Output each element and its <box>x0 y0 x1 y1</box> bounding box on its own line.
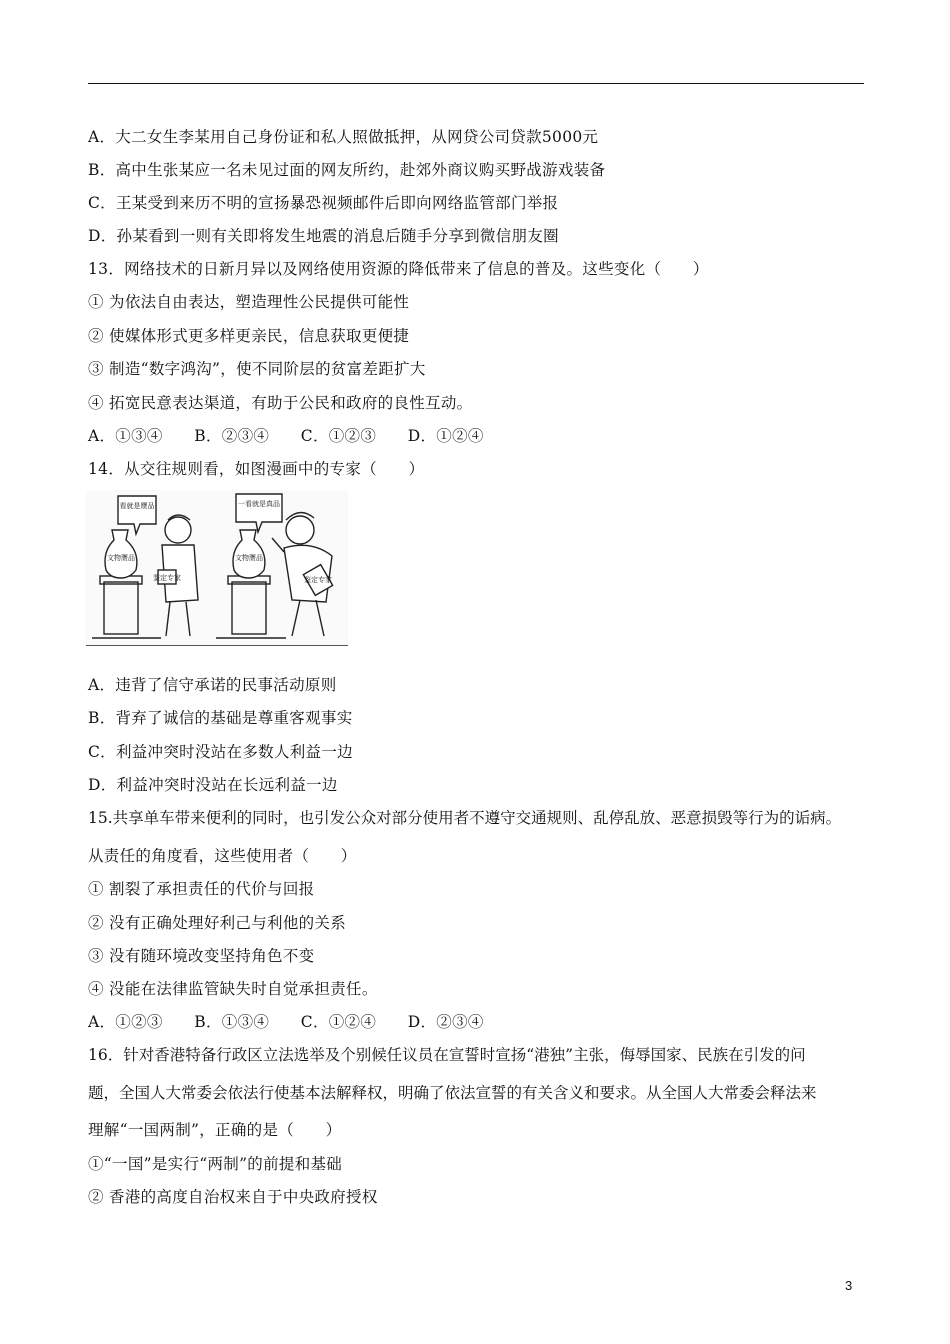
q16-stem-line2: 题，全国人大常委会依法行使基本法解释权，明确了依法宣誓的有关含义和要求。从全国人大常委会释法来 <box>88 1084 817 1102</box>
q15-item-2: ② 没有正确处理好利己与利他的关系 <box>88 914 347 932</box>
q15-item-4: ④ 没能在法律监管缺失时自觉承担责任。 <box>88 980 378 998</box>
q15-item-1: ① 割裂了承担责任的代价与回报 <box>88 880 315 898</box>
q14-option-c: C．利益冲突时没站在多数人利益一边 <box>88 743 353 761</box>
q14-stem: 14．从交往规则看，如图漫画中的专家（ ） <box>88 460 425 478</box>
q13-choices: A．①③④ B．②③④ C．①②③ D．①②④ <box>88 427 484 445</box>
q12-option-b: B．高中生张某应一名未见过面的网友所约，赴郊外商议购买野战游戏装备 <box>88 161 606 179</box>
q15-stem-line1: 15.共享单车带来便利的同时，也引发公众对部分使用者不遵守交通规则、乱停乱放、恶意损毁等行为的诟病。 <box>88 809 842 827</box>
header-rule <box>88 83 864 84</box>
q16-item-1: ①“一国”是实行“两制”的前提和基础 <box>88 1155 343 1173</box>
q13-item-1: ① 为依法自由表达，塑造理性公民提供可能性 <box>88 293 410 311</box>
q14-cartoon <box>86 490 348 646</box>
q14-option-a: A．违背了信守承诺的民事活动原则 <box>88 676 337 694</box>
q12-option-c: C．王某受到来历不明的宣扬暴恐视频邮件后即向网络监管部门举报 <box>88 194 559 212</box>
q16-stem-line3: 理解“一国两制”，正确的是（ ） <box>88 1121 342 1139</box>
q14-option-b: B．背弃了诚信的基础是尊重客观事实 <box>88 709 353 727</box>
page-number: 3 <box>845 1278 853 1293</box>
q13-item-4: ④ 拓宽民意表达渠道，有助于公民和政府的良性互动。 <box>88 394 473 412</box>
right-badge-label: 鉴定专家 <box>304 576 332 584</box>
q16-item-2: ② 香港的高度自治权来自于中央政府授权 <box>88 1188 378 1206</box>
q14-option-d: D．利益冲突时没站在长远利益一边 <box>88 776 338 794</box>
q15-stem-line2: 从责任的角度看，这些使用者（ ） <box>88 847 357 865</box>
left-bubble-text: 看就是赝品 <box>119 502 155 510</box>
q12-option-d: D．孙某看到一则有关即将发生地震的消息后随手分享到微信朋友圈 <box>88 227 559 245</box>
q13-stem: 13．网络技术的日新月异以及网络使用资源的降低带来了信息的普及。这些变化（ ） <box>88 260 709 278</box>
q15-choices: A．①②③ B．①③④ C．①②④ D．②③④ <box>88 1013 484 1031</box>
q16-stem-line1: 16．针对香港特备行政区立法选举及个别候任议员在宣誓时宣扬“港独”主张，侮辱国家、民族在引发的问 <box>88 1046 806 1064</box>
q15-item-3: ③ 没有随环境改变坚持角色不变 <box>88 947 315 965</box>
left-vase-label: 文物赝品 <box>107 554 135 562</box>
right-vase-label: 文物赝品 <box>235 554 263 562</box>
q13-item-3: ③ 制造“数字鸿沟”，使不同阶层的贫富差距扩大 <box>88 360 426 378</box>
q13-item-2: ② 使媒体形式更多样更亲民，信息获取更便捷 <box>88 327 410 345</box>
q12-option-a: A．大二女生李某用自己身份证和私人照做抵押，从网贷公司贷款5000元 <box>88 128 599 146</box>
left-badge-label: 鉴定专家 <box>153 574 181 582</box>
right-bubble-text: 一看就是真品 <box>238 500 280 508</box>
